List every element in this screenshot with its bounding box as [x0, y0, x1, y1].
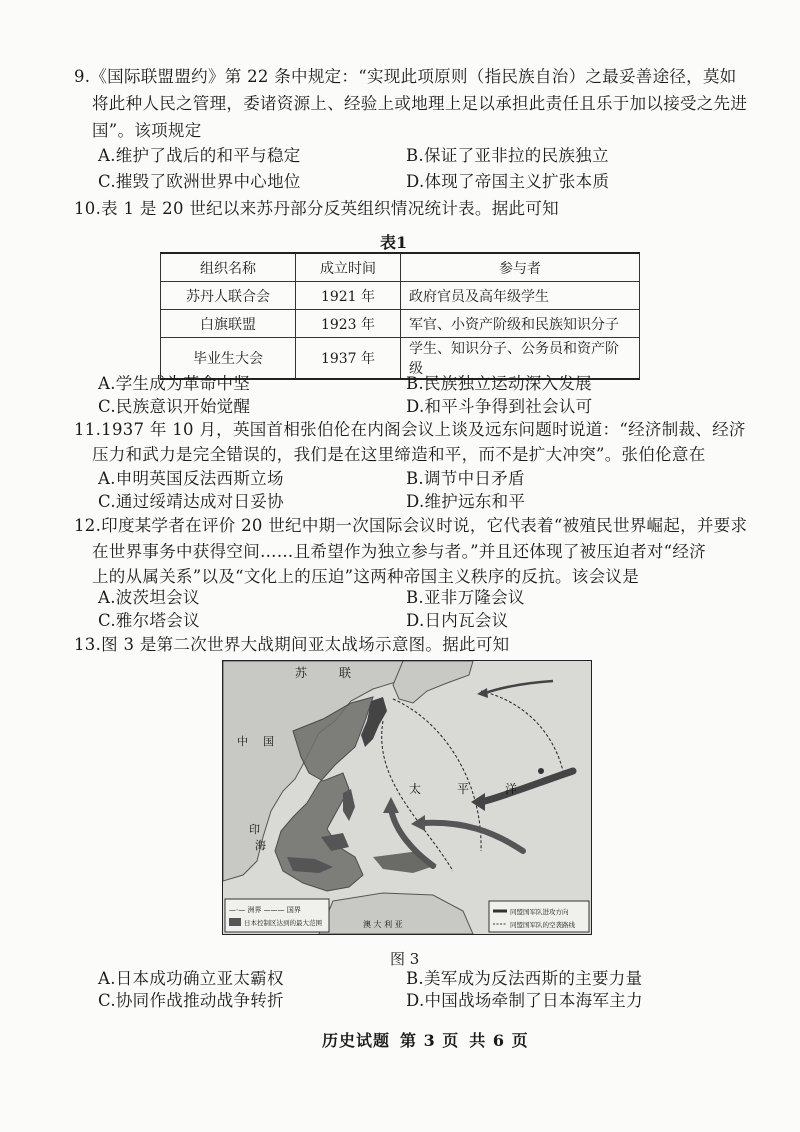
q13-option-c[interactable]: C.协同作战推动战争转折 [98, 991, 284, 1010]
table-cell: 1923 年 [296, 310, 401, 338]
q11-option-b[interactable]: B.调节中日矛盾 [406, 469, 525, 488]
map-label-guo: 国 [263, 735, 274, 748]
footer-page-number: 第 3 页 [400, 1031, 460, 1050]
q12-stem-line3: 上的从属关系”以及“文化上的压迫”这两种帝国主义秩序的反抗。该会议是 [92, 567, 640, 586]
q12-option-c[interactable]: C.雅尔塔会议 [98, 611, 200, 630]
table-row [161, 282, 640, 310]
q10-stem-line1: 10.表 1 是 20 世纪以来苏丹部分反英组织情况统计表。据此可知 [74, 199, 559, 218]
q11-option-d[interactable]: D.维护远东和平 [406, 492, 526, 511]
table-cell: 1921 年 [296, 282, 401, 310]
map-label-yang: 洋 [505, 782, 518, 796]
table-1 [160, 252, 640, 380]
q12-stem-line1: 12.印度某学者在评价 20 世纪中期一次国际会议时说，它代表着“被殖民世界崛起，并要求 [74, 516, 748, 535]
q10-option-d[interactable]: D.和平斗争得到社会认可 [406, 397, 593, 416]
q10-option-b[interactable]: B.民族独立运动深入发展 [406, 374, 592, 393]
table-header-cell: 成立时间 [296, 253, 401, 282]
table-row [161, 310, 640, 338]
hawaii-island [538, 768, 544, 774]
q11-stem-line1: 11.1937 年 10 月，英国首相张伯伦在内阁会议上谈及远东问题时说道：“经济制裁、经济 [74, 420, 746, 439]
q9-stem-line2: 将此种人民之管理，委诸资源上、经验上或地理上足以承担此责任且乐于加以接受之先进 [92, 94, 748, 113]
q10-option-a[interactable]: A.学生成为革命中坚 [98, 374, 251, 393]
legend-allied-attack: 同盟国军队进攻方向 [510, 908, 569, 916]
q9-option-d[interactable]: D.体现了帝国主义扩张本质 [406, 172, 610, 191]
q13-option-d[interactable]: D.中国战场牵制了日本海军主力 [406, 991, 643, 1010]
map-label-tai: 太 [409, 782, 422, 796]
footer-subject: 历史试题 [322, 1031, 391, 1050]
table-cell: 学生、知识分子、公务员和资产阶级 [401, 338, 640, 380]
table-cell: 1937 年 [296, 338, 401, 380]
q13-option-a[interactable]: A.日本成功确立亚太霸权 [98, 969, 284, 988]
q9-option-b[interactable]: B.保证了亚非拉的民族独立 [406, 146, 609, 165]
q11-option-a[interactable]: A.申明英国反法西斯立场 [98, 469, 284, 488]
asia-pacific-war-map [222, 660, 592, 935]
q13-option-b[interactable]: B.美军成为反法西斯的主要力量 [406, 969, 643, 988]
map-label-china: 中 [237, 735, 248, 748]
map-graphic [223, 661, 591, 934]
q13-stem-line1: 13.图 3 是第二次世界大战期间亚太战场示意图。据此可知 [74, 635, 510, 654]
q12-option-a[interactable]: A.波茨坦会议 [98, 588, 200, 607]
q11-option-c[interactable]: C.通过绥靖达成对日妥协 [98, 492, 284, 511]
legend-japan-swatch [229, 918, 241, 926]
table-1-title: 表1 [380, 233, 408, 252]
footer-total-pages: 共 6 页 [469, 1031, 529, 1050]
figure-3-caption: 图 3 [390, 950, 420, 968]
q9-stem-line3: 国”。该项规定 [92, 121, 202, 140]
table-header-cell: 组织名称 [161, 253, 296, 282]
table-cell: 白旗联盟 [161, 310, 296, 338]
legend-border-lines: —·— 洲界 ——— 国界 [229, 906, 301, 914]
table-cell: 军官、小资产阶级和民族知识分子 [401, 310, 640, 338]
map-label-hai: 海 [255, 839, 266, 852]
table-cell: 苏丹人联合会 [161, 282, 296, 310]
map-label-yin: 印 [249, 823, 260, 836]
table-cell: 政府官员及高年级学生 [401, 282, 640, 310]
legend-left-box [225, 899, 329, 932]
q9-option-a[interactable]: A.维护了战后的和平与稳定 [98, 146, 301, 165]
table-header-row [161, 253, 640, 282]
q10-option-c[interactable]: C.民族意识开始觉醒 [98, 397, 251, 416]
page-footer [322, 1028, 539, 1051]
q12-option-d[interactable]: D.日内瓦会议 [406, 611, 509, 630]
map-label-ping: 平 [457, 782, 470, 796]
map-label-su: 苏 [295, 666, 308, 680]
map-label-australia: 澳 大 利 亚 [363, 920, 403, 929]
legend-allied-airraid: 同盟国军队的空袭路线 [510, 921, 575, 929]
legend-japan-area: 日本控制区达到的最大范围 [244, 919, 322, 927]
q9-option-c[interactable]: C.摧毁了欧洲世界中心地位 [98, 172, 301, 191]
q9-stem-line1: 9.《国际联盟盟约》第 22 条中规定：“实现此项原则（指民族自治）之最妥善途径，莫如 [74, 67, 737, 86]
table-cell: 毕业生大会 [161, 338, 296, 380]
q12-stem-line2: 在世界事务中获得空间……且希望作为独立参与者。”并且还体现了被压迫者对“经济 [92, 542, 707, 561]
q11-stem-line2: 压力和武力是完全错误的，我们是在这里缔造和平，而不是扩大冲突”。张伯伦意在 [92, 445, 706, 464]
q12-option-b[interactable]: B.亚非万隆会议 [406, 588, 525, 607]
map-label-lian: 联 [339, 666, 352, 680]
table-header-cell: 参与者 [401, 253, 640, 282]
